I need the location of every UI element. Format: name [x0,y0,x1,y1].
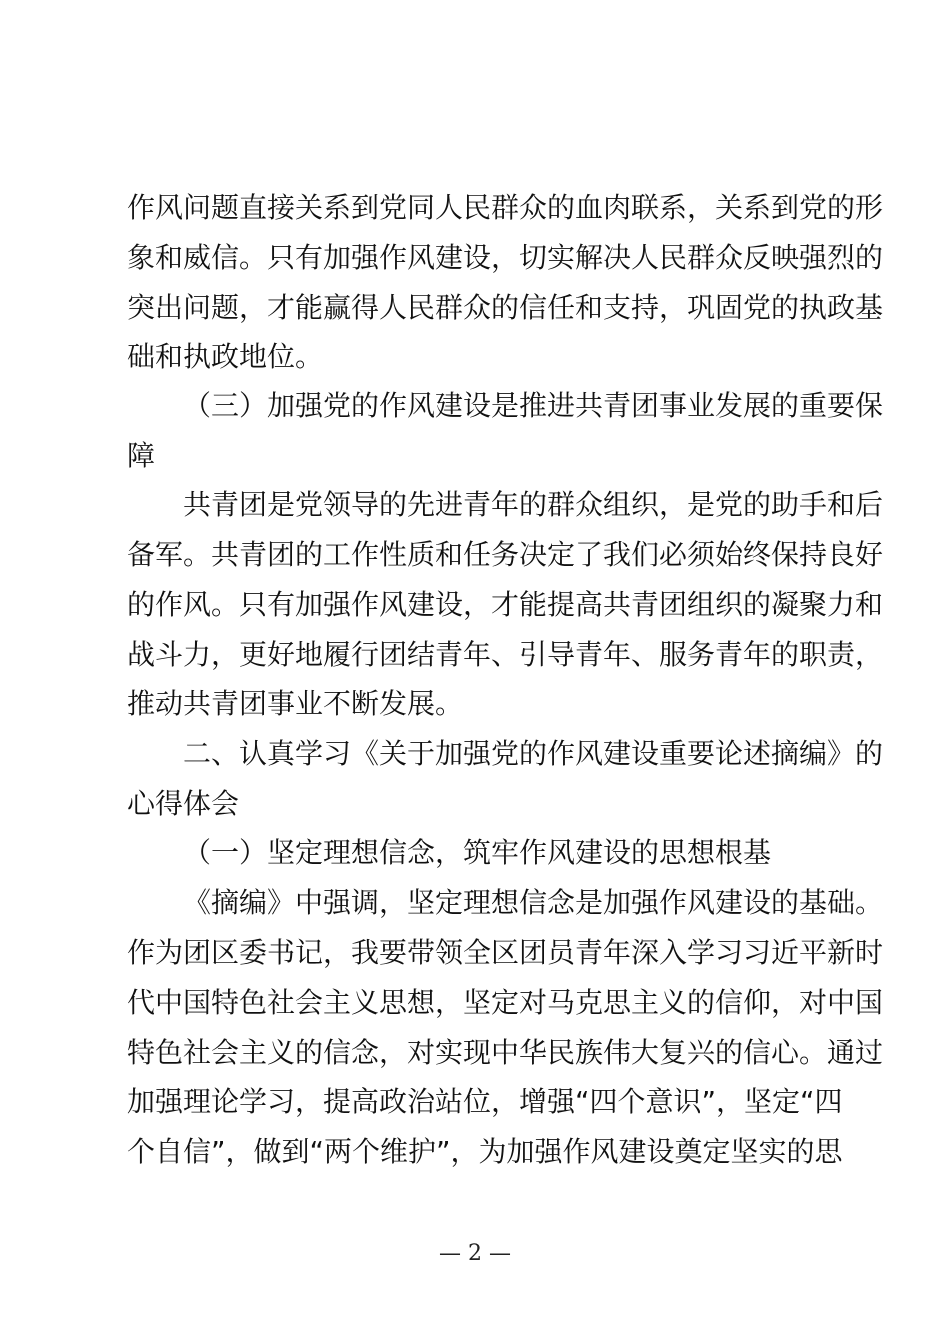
paragraph-line: 的作风。只有加强作风建设，才能提高共青团组织的凝聚力和 [127,588,884,621]
paragraph-line: 象和威信。只有加强作风建设，切实解决人民群众反映强烈的 [127,241,884,274]
paragraph-line: 个自信”，做到“两个维护”，为加强作风建设奠定坚实的思 [127,1135,843,1168]
section-heading-line: （三）加强党的作风建设是推进共青团事业发展的重要保 [183,389,884,422]
paragraph-line: 突出问题，才能赢得人民群众的信任和支持，巩固党的执政基 [127,291,884,324]
paragraph-line: 备军。共青团的工作性质和任务决定了我们必须始终保持良好 [127,538,884,571]
section-heading-line: 二、认真学习《关于加强党的作风建设重要论述摘编》的 [183,737,884,770]
paragraph-line: 推动共青团事业不断发展。 [127,687,464,720]
paragraph-line: 加强理论学习，提高政治站位，增强“四个意识”，坚定“四 [127,1085,843,1118]
paragraph-line: 共青团是党领导的先进青年的群众组织，是党的助手和后 [183,488,884,521]
paragraph-line: 战斗力，更好地履行团结青年、引导青年、服务青年的职责， [127,638,884,671]
subsection-heading-line: （一）坚定理想信念，筑牢作风建设的思想根基 [183,836,772,869]
paragraph-line: 《摘编》中强调，坚定理想信念是加强作风建设的基础。 [183,886,884,919]
section-heading-line: 障 [127,439,156,472]
paragraph-line: 础和执政地位。 [127,340,324,373]
paragraph-line: 代中国特色社会主义思想，坚定对马克思主义的信仰，对中国 [127,986,884,1019]
section-heading-line: 心得体会 [127,787,240,820]
paragraph-line: 作为团区委书记，我要带领全区团员青年深入学习习近平新时 [127,936,884,969]
page-number: — 2 — [439,1241,511,1266]
paragraph-line: 作风问题直接关系到党同人民群众的血肉联系，关系到党的形 [127,191,884,224]
paragraph-line: 特色社会主义的信念，对实现中华民族伟大复兴的信心。通过 [127,1036,884,1069]
